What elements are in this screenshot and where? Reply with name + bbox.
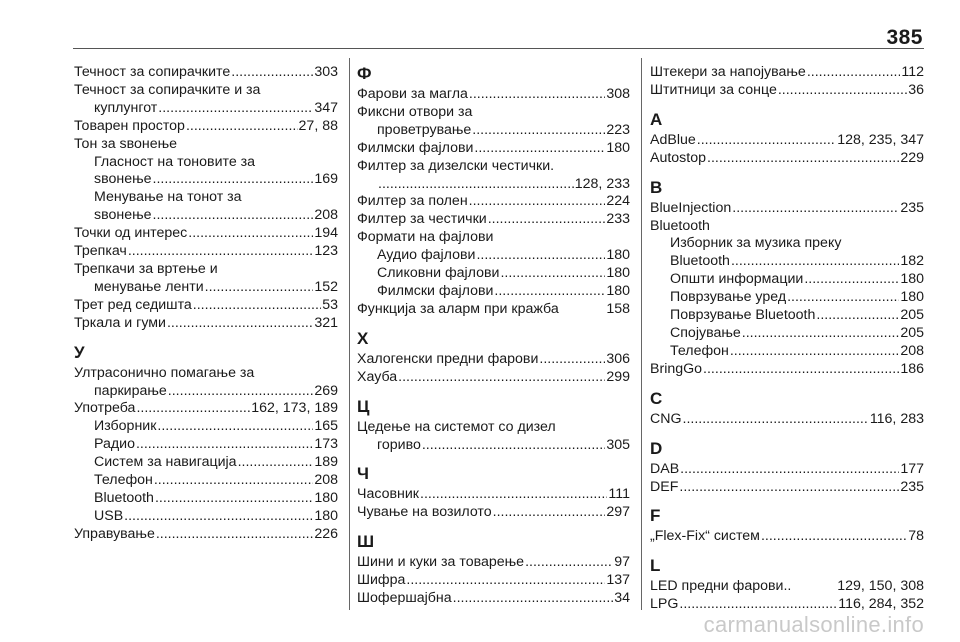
index-entry <box>357 122 630 140</box>
page-ref: 321 <box>314 314 338 331</box>
dot-leader <box>168 383 314 401</box>
entry-text: Филтер за дизелски честички. <box>357 157 555 174</box>
entry-text: Товарен простор <box>74 117 185 134</box>
dot-leader <box>730 343 899 361</box>
index-entry <box>74 400 338 418</box>
dot-leader <box>703 361 899 379</box>
dot-leader <box>157 418 313 436</box>
section-letter: Ц <box>357 396 370 416</box>
entry-text: LED предни фарови <box>650 578 784 595</box>
index-entry <box>357 369 630 387</box>
page-ref: 180 <box>314 489 338 506</box>
index-entry <box>650 253 924 271</box>
page-ref: 111 <box>608 486 630 503</box>
dot-leader <box>422 437 605 455</box>
entry-text: Autostop <box>650 149 707 166</box>
section-letter: Ч <box>357 464 369 484</box>
index-entry <box>74 207 338 225</box>
index-entry <box>357 554 630 572</box>
page-ref: 165 <box>314 418 338 435</box>
entry-text: Течност за сопирачките <box>74 64 231 80</box>
entry-text: Тркала и гуми <box>74 314 166 331</box>
dot-leader <box>156 526 313 544</box>
entry-text: Чување на возилото <box>357 504 492 521</box>
index-entry <box>650 307 924 325</box>
index-entry <box>357 437 630 455</box>
entry-text: BlueInjection <box>650 199 732 216</box>
dot-leader <box>697 132 836 150</box>
section-letter: У <box>74 342 85 362</box>
page-ref: 299 <box>606 368 630 385</box>
page-ref: 180 <box>900 271 924 288</box>
entry-text: LPG <box>650 596 679 613</box>
dot-leader <box>469 86 605 104</box>
index-entry <box>74 526 338 544</box>
page-ref: 173 <box>314 436 338 453</box>
entry-text: Поврзување уред <box>670 289 787 306</box>
page-ref: 180 <box>606 265 630 282</box>
page-ref: 180 <box>606 282 630 299</box>
page-ref: 297 <box>606 504 630 521</box>
entry-text: Телефон <box>670 342 729 359</box>
entry-text: Bluetooth <box>650 217 710 234</box>
dot-leader <box>238 454 314 472</box>
index-entry <box>357 572 630 590</box>
page-ref: 128, 235, 347 <box>837 131 924 148</box>
index-entry <box>357 504 630 522</box>
entry-text: Формати на фајлови <box>357 229 494 246</box>
index-heading <box>74 82 338 100</box>
entry-text: Шини и куки за товарење <box>357 554 525 571</box>
page-ref: 116, 284, 352 <box>838 596 924 613</box>
dot-leader <box>493 504 606 522</box>
dot-leader <box>525 554 613 572</box>
index-entry <box>650 578 924 596</box>
entry-text: Функција за аларм при кражба <box>357 300 559 317</box>
entry-text: Фарови за магла <box>357 86 468 102</box>
page-ref: 53 <box>322 296 338 313</box>
dot-leader <box>488 211 606 229</box>
dot-leader <box>679 479 899 497</box>
index-heading <box>650 235 924 253</box>
index-entry <box>74 383 338 401</box>
dot-leader <box>136 400 250 418</box>
index-entry <box>650 289 924 307</box>
entry-text: куплунгот <box>94 99 158 116</box>
entry-text: Ултрасонично помагање за <box>74 364 255 381</box>
section-letter: Ш <box>357 532 375 552</box>
entry-text: Течност за сопирачките и за <box>74 81 261 98</box>
page-ref: 226 <box>314 525 338 542</box>
index-entry <box>357 247 630 265</box>
page-ref: 169 <box>314 171 338 188</box>
index-entry <box>74 454 338 472</box>
index-entry <box>74 472 338 490</box>
dot-leader <box>406 572 605 590</box>
index-heading <box>74 261 338 279</box>
page-ref: 123 <box>314 243 338 260</box>
header-rule <box>73 48 924 49</box>
index-entry <box>357 301 630 319</box>
dot-leader <box>193 297 321 315</box>
section-letter: A <box>650 109 663 129</box>
entry-text: DAB <box>650 460 680 477</box>
page-ref: 137 <box>606 572 630 589</box>
entry-text: Аудио фајлови <box>377 247 476 264</box>
dot-leader <box>205 279 314 297</box>
dot-leader <box>155 490 313 508</box>
entry-text: Цедење на системот со дизел <box>357 418 556 435</box>
page-ref: 224 <box>606 193 630 210</box>
index-entry <box>650 64 924 82</box>
entry-text: проветрување <box>377 121 472 138</box>
dot-leader <box>476 247 605 265</box>
index-heading <box>74 136 338 154</box>
page-ref: 78 <box>908 528 924 545</box>
entry-text: Фиксни отвори за <box>357 103 473 120</box>
page-ref: 223 <box>606 121 630 138</box>
page-ref: 303 <box>314 64 338 80</box>
page-ref: 308 <box>606 86 630 102</box>
index-entry <box>650 150 924 168</box>
index-entry <box>650 325 924 343</box>
page-ref: 162, 173, 189 <box>251 400 338 417</box>
entry-text: Изборник <box>94 418 157 435</box>
section-letter: C <box>650 388 663 408</box>
section-letter: D <box>650 438 663 458</box>
dot-leader <box>124 508 313 526</box>
index-entry <box>74 118 338 136</box>
page-ref: 347 <box>314 99 338 116</box>
entry-text: Филмски фајлови <box>377 282 494 299</box>
dot-leader <box>683 411 869 429</box>
entry-text: Трепкач <box>74 243 127 260</box>
entry-text: Менување на тонот за <box>94 189 242 206</box>
index-entry <box>357 265 630 283</box>
index-entry <box>357 140 630 158</box>
entry-text: Поврзување Bluetooth <box>670 307 816 324</box>
index-entry <box>650 528 924 546</box>
page-ref: 128, 233 <box>574 175 630 192</box>
dot-leader <box>494 283 605 301</box>
index-heading <box>650 218 924 236</box>
entry-text: AdBlue <box>650 131 696 148</box>
watermark: carmanualsonline.info <box>703 612 924 637</box>
index-entry <box>357 590 630 608</box>
index-entry <box>74 436 338 454</box>
index-column-1 <box>74 64 338 544</box>
entry-text: Хауба <box>357 368 398 385</box>
page-ref: 36 <box>908 81 924 98</box>
index-entry <box>650 82 924 100</box>
index-heading <box>357 229 630 247</box>
index-column-2 <box>357 64 630 608</box>
index-entry <box>357 211 630 229</box>
dot-leader <box>761 528 907 546</box>
page-ref: 129, 150, 308 <box>837 578 924 595</box>
index-entry <box>74 315 338 333</box>
page-ref: 194 <box>314 225 338 242</box>
page-ref: 112 <box>901 64 924 80</box>
dot-leader <box>167 315 313 333</box>
entry-text: Гласност на тоновите за <box>94 153 256 170</box>
dot-leader <box>472 122 605 140</box>
index-heading <box>357 104 630 122</box>
page-ref: 116, 283 <box>869 410 924 427</box>
index-entry <box>74 297 338 315</box>
dot-leader <box>186 118 298 136</box>
entry-text: Спојување <box>670 324 741 341</box>
page-number: 385 <box>886 26 923 49</box>
page-ref: 189 <box>314 454 338 471</box>
entry-text: BringGo <box>650 360 703 377</box>
index-entry <box>357 351 630 369</box>
dot-leader <box>742 325 900 343</box>
page-ref: 205 <box>900 307 924 324</box>
dot-leader <box>231 64 313 82</box>
dot-leader <box>707 150 899 168</box>
section-letter: Х <box>357 328 369 348</box>
index-entry <box>650 343 924 361</box>
page-ref: 208 <box>314 472 338 489</box>
entry-text: ѕвонење <box>94 171 152 188</box>
page-ref: 229 <box>900 149 924 166</box>
entry-text: менување ленти <box>94 278 204 295</box>
entry-text: паркирање <box>94 382 167 399</box>
entry-text: Трет ред седишта <box>74 296 192 313</box>
entry-text: Bluetooth <box>94 489 154 506</box>
dot-leader <box>500 265 605 283</box>
entry-text: „Flex-Fix“ систем <box>650 528 760 545</box>
entry-text: Халогенски предни фарови <box>357 350 539 367</box>
page-ref: 205 <box>900 324 924 341</box>
dot-leader <box>539 351 605 369</box>
index-entry <box>74 64 338 82</box>
index-entry <box>650 200 924 218</box>
index-entry <box>357 176 630 194</box>
page-ref: 27, 88 <box>298 117 338 134</box>
page-ref: 182 <box>900 253 924 270</box>
index-entry <box>650 271 924 289</box>
entry-text: DEF <box>650 478 679 495</box>
page-ref: 233 <box>606 211 630 228</box>
page-ref: 34 <box>614 590 630 607</box>
entry-text: Сликовни фајлови <box>377 265 500 282</box>
page-ref: 269 <box>314 382 338 399</box>
index-entry <box>357 283 630 301</box>
page-ref: 180 <box>606 139 630 156</box>
entry-text: Трепкачи за вртење и <box>74 260 218 277</box>
entry-text: Управување <box>74 525 155 542</box>
entry-text: Шофершајбна <box>357 590 452 607</box>
index-entry <box>74 171 338 189</box>
section-letter: F <box>650 506 661 526</box>
dot-leader <box>474 140 605 158</box>
page-ref: 97 <box>614 554 630 571</box>
section-letter: Ф <box>357 64 372 83</box>
dot-leader <box>732 200 899 218</box>
index-heading <box>357 419 630 437</box>
index-entry <box>650 132 924 150</box>
index-entry <box>74 490 338 508</box>
page-ref: 208 <box>314 207 338 224</box>
page-ref: 152 <box>314 278 338 295</box>
dot-leader <box>188 225 313 243</box>
page-ref: 180 <box>606 247 630 264</box>
entry-text: ѕвонење <box>94 207 152 224</box>
entry-text: Штекери за напојување <box>650 64 806 80</box>
index-entry <box>74 279 338 297</box>
entry-text: Општи информации <box>670 271 804 288</box>
index-entry <box>74 225 338 243</box>
index-heading <box>74 189 338 207</box>
index-entry <box>650 411 924 429</box>
section-letter: L <box>650 556 661 576</box>
entry-text: гориво <box>377 436 421 453</box>
entry-text: CNG <box>650 410 682 427</box>
index-entry <box>650 461 924 479</box>
dot-leader <box>816 307 899 325</box>
dot-leader <box>136 436 313 454</box>
entry-text: Точки од интерес <box>74 225 188 242</box>
entry-text: Систем за навигација <box>94 454 237 471</box>
dot-leader: .. <box>783 578 792 595</box>
dot-leader <box>778 82 907 100</box>
index-entry <box>357 193 630 211</box>
page-ref: 180 <box>900 289 924 306</box>
index-entry <box>357 486 630 504</box>
entry-text: Телефон <box>94 472 153 489</box>
dot-leader <box>398 369 605 387</box>
index-heading <box>74 365 338 383</box>
page-ref: 208 <box>900 342 924 359</box>
dot-leader <box>731 253 899 271</box>
page-ref: 158 <box>606 300 630 317</box>
dot-leader <box>680 461 899 479</box>
section-letter: B <box>650 177 663 197</box>
entry-text: Часовник <box>357 486 419 503</box>
index-entry <box>357 86 630 104</box>
dot-leader <box>420 486 607 504</box>
page-ref: 305 <box>606 436 630 453</box>
entry-text: Тон за ѕвонење <box>74 135 178 152</box>
index-entry <box>74 508 338 526</box>
dot-leader <box>469 193 606 211</box>
index-column-3 <box>650 64 924 614</box>
entry-text: Филтер за честички <box>357 211 487 228</box>
page-ref: 306 <box>606 350 630 367</box>
dot-leader <box>153 207 314 225</box>
index-heading <box>74 154 338 172</box>
dot-leader <box>787 289 899 307</box>
page-ref: 177 <box>900 460 924 477</box>
dot-leader <box>154 472 313 490</box>
column-divider-2 <box>641 58 642 610</box>
dot-leader <box>378 176 574 194</box>
entry-text: Радио <box>94 436 135 453</box>
entry-text: Штитници за сонце <box>650 81 777 98</box>
page-ref: 180 <box>314 507 338 524</box>
entry-text: Филмски фајлови <box>357 139 474 156</box>
dot-leader <box>158 100 313 118</box>
entry-text: Изборник за музика преку <box>670 235 842 252</box>
dot-leader <box>453 590 614 608</box>
page-ref: 186 <box>900 360 924 377</box>
index-heading <box>357 158 630 176</box>
entry-text: USB <box>94 507 124 524</box>
entry-text: Bluetooth <box>670 253 730 270</box>
index-entry <box>650 361 924 379</box>
entry-text: Шифра <box>357 572 406 589</box>
dot-leader <box>128 243 314 261</box>
index-entry <box>650 479 924 497</box>
entry-text: Употреба <box>74 400 136 417</box>
page-ref: 235 <box>900 199 924 216</box>
index-entry <box>74 100 338 118</box>
column-divider-1 <box>349 58 350 610</box>
page-ref: 235 <box>900 478 924 495</box>
entry-text: Филтер за полен <box>357 193 468 210</box>
index-entry <box>74 243 338 261</box>
dot-leader <box>807 64 901 82</box>
index-entry <box>74 418 338 436</box>
dot-leader <box>153 171 314 189</box>
dot-leader <box>804 271 899 289</box>
